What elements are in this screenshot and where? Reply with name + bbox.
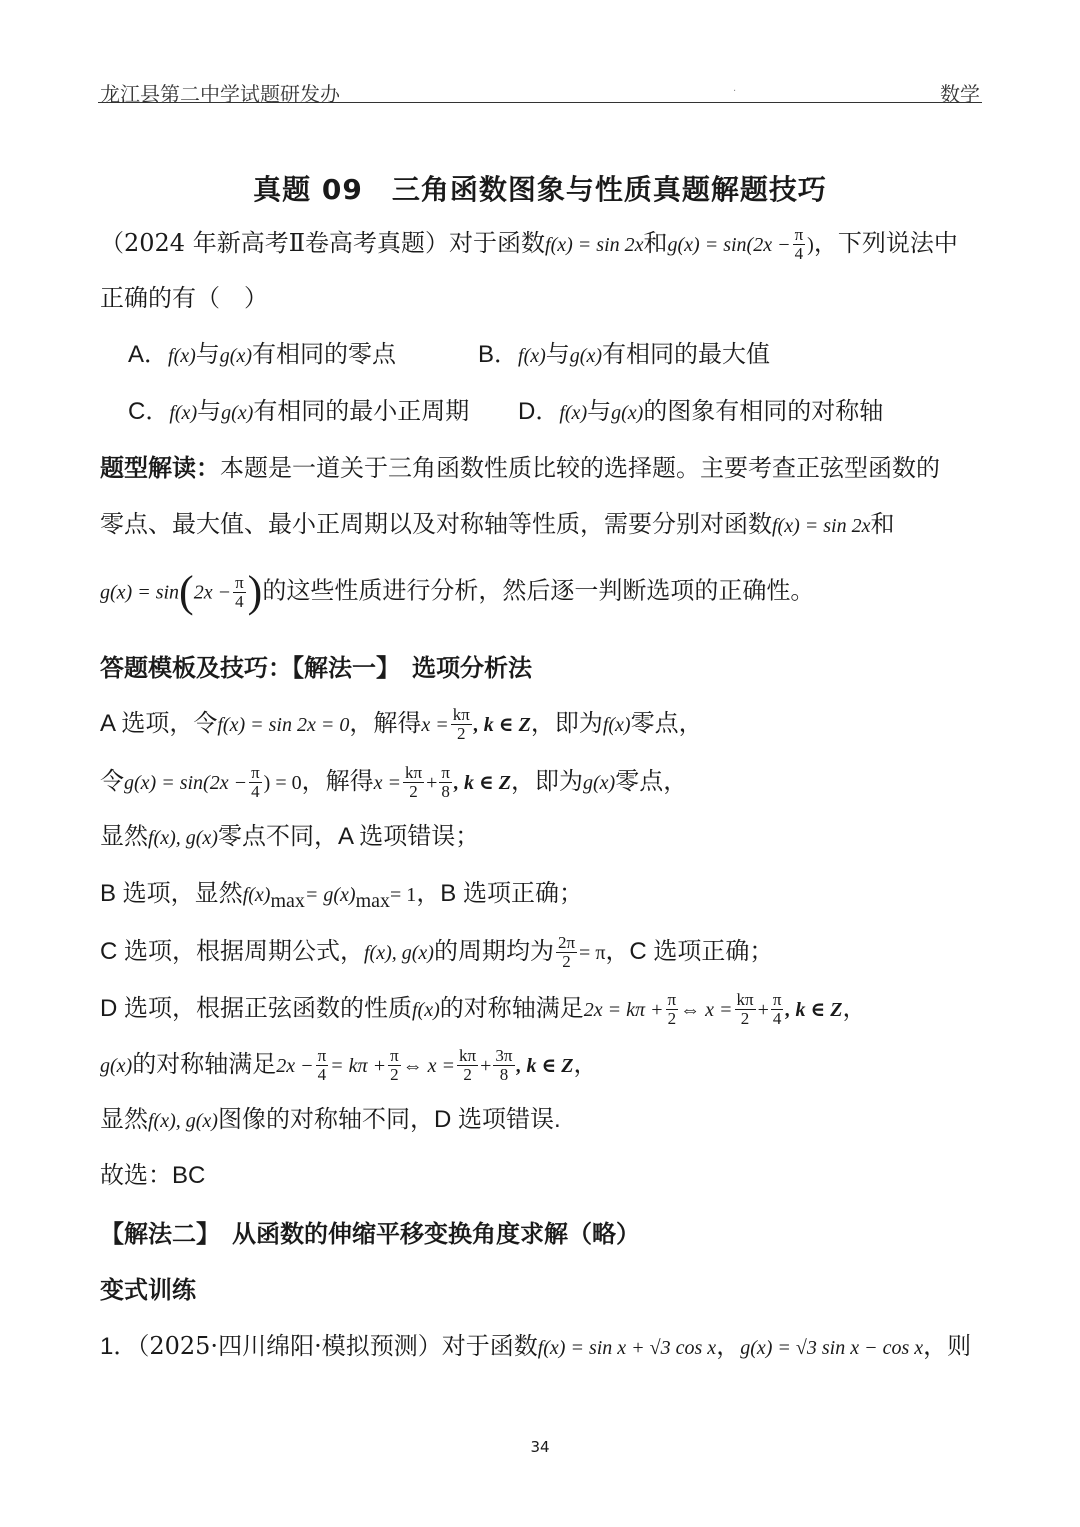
solution-b: B 选项，显然$f(x)_{max}= g(x)_{max}= 1$，B 选项正确； bbox=[100, 880, 583, 912]
header-dot: · bbox=[733, 86, 737, 97]
solution-d-line-1: D 选项，根据正弦函数的性质f(x)的对称轴满足2x = kπ + $\frac{\pi}{2}$ ⇔ x = $\frac{k\pi}{2}$ + $\frac{\pi}{4}$ , k ∈ Z， bbox=[100, 990, 867, 1028]
f-definition: f(x) = sin 2x bbox=[545, 234, 644, 256]
option-b: B．f(x)与g(x)有相同的最大值 bbox=[478, 340, 770, 368]
solution-c: C 选项，根据周期公式，f(x), g(x)的周期均为 $\frac{2\pi}{2}$ = π，C 选项正确； bbox=[100, 933, 774, 971]
solution-a-line-1: A 选项，令f(x) = sin 2x = 0，解得x = $\frac{k\pi}{2}$ , k ∈ Z，即为f(x)零点， bbox=[100, 705, 703, 743]
g-definition: g(x) = sin(2x − bbox=[667, 234, 791, 256]
fraction-pi-4: $\frac{\pi}{4}$ bbox=[794, 225, 804, 263]
option-c: C．f(x)与g(x)有相同的最小正周期 bbox=[128, 397, 470, 425]
solution-d-line-2: g(x)的对称轴满足2x − $\frac{\pi}{4}$ = kπ + $\frac{\pi}{2}$ ⇔ x = $\frac{k\pi}{2}$ + $\frac{3\pi}{8}$ , k ∈ Z， bbox=[100, 1046, 598, 1084]
question-line-2: 正确的有（ ） bbox=[100, 284, 268, 312]
question-line-1: （2024 年新高考Ⅱ卷高考真题）对于函数f(x) = sin 2x和g(x) = sin(2x − $\frac{\pi}{4}$ )，下列说法中 bbox=[100, 225, 958, 263]
practice-question-1: 1．（2025·四川绵阳·模拟预测）对于函数f(x) = sin x + √3 cos x，g(x) = √3 sin x − cos x，则 bbox=[100, 1332, 972, 1360]
solution-d-line-3: 显然f(x), g(x)图像的对称轴不同，D 选项错误. bbox=[100, 1105, 561, 1133]
template-title: 答题模板及技巧：【解法一】 选项分析法 bbox=[100, 653, 532, 682]
answer: 故选：BC bbox=[100, 1162, 206, 1189]
solution-a-line-3: 显然f(x), g(x)零点不同，A 选项错误； bbox=[100, 822, 480, 850]
solution-a-line-2: 令g(x) = sin(2x − $\frac{\pi}{4}$ ) = 0，解得x = $\frac{k\pi}{2}$ + $\frac{\pi}{8}$ , k ∈ Z，即为g(x)零点， bbox=[100, 763, 688, 801]
analysis-line-3: g(x) = sin(2x − $\frac{\pi}{4}$ )的这些性质进行分析，然后逐一判断选项的正确性。 bbox=[100, 567, 815, 616]
practice-title: 变式训练 bbox=[100, 1275, 196, 1304]
option-a: A．f(x)与g(x)有相同的零点 bbox=[128, 340, 396, 368]
header-rule bbox=[98, 102, 982, 103]
page-number: 34 bbox=[530, 1438, 550, 1456]
method-two: 【解法二】 从函数的伸缩平移变换角度求解（略） bbox=[100, 1219, 640, 1248]
header-subject: 数学 bbox=[940, 82, 980, 106]
header-school: 龙江县第二中学试题研发办 bbox=[100, 82, 340, 106]
analysis-line-1: 题型解读：本题是一道关于三角函数性质比较的选择题。主要考查正弦型函数的 bbox=[100, 453, 940, 482]
option-d: D．f(x)与g(x)的图象有相同的对称轴 bbox=[518, 397, 884, 425]
analysis-label: 题型解读： bbox=[100, 453, 220, 482]
page-title: 真题 09 三角函数图象与性质真题解题技巧 bbox=[253, 173, 827, 206]
analysis-line-2: 零点、最大值、最小正周期以及对称轴等性质，需要分别对函数f(x) = sin 2x和 bbox=[100, 510, 895, 538]
